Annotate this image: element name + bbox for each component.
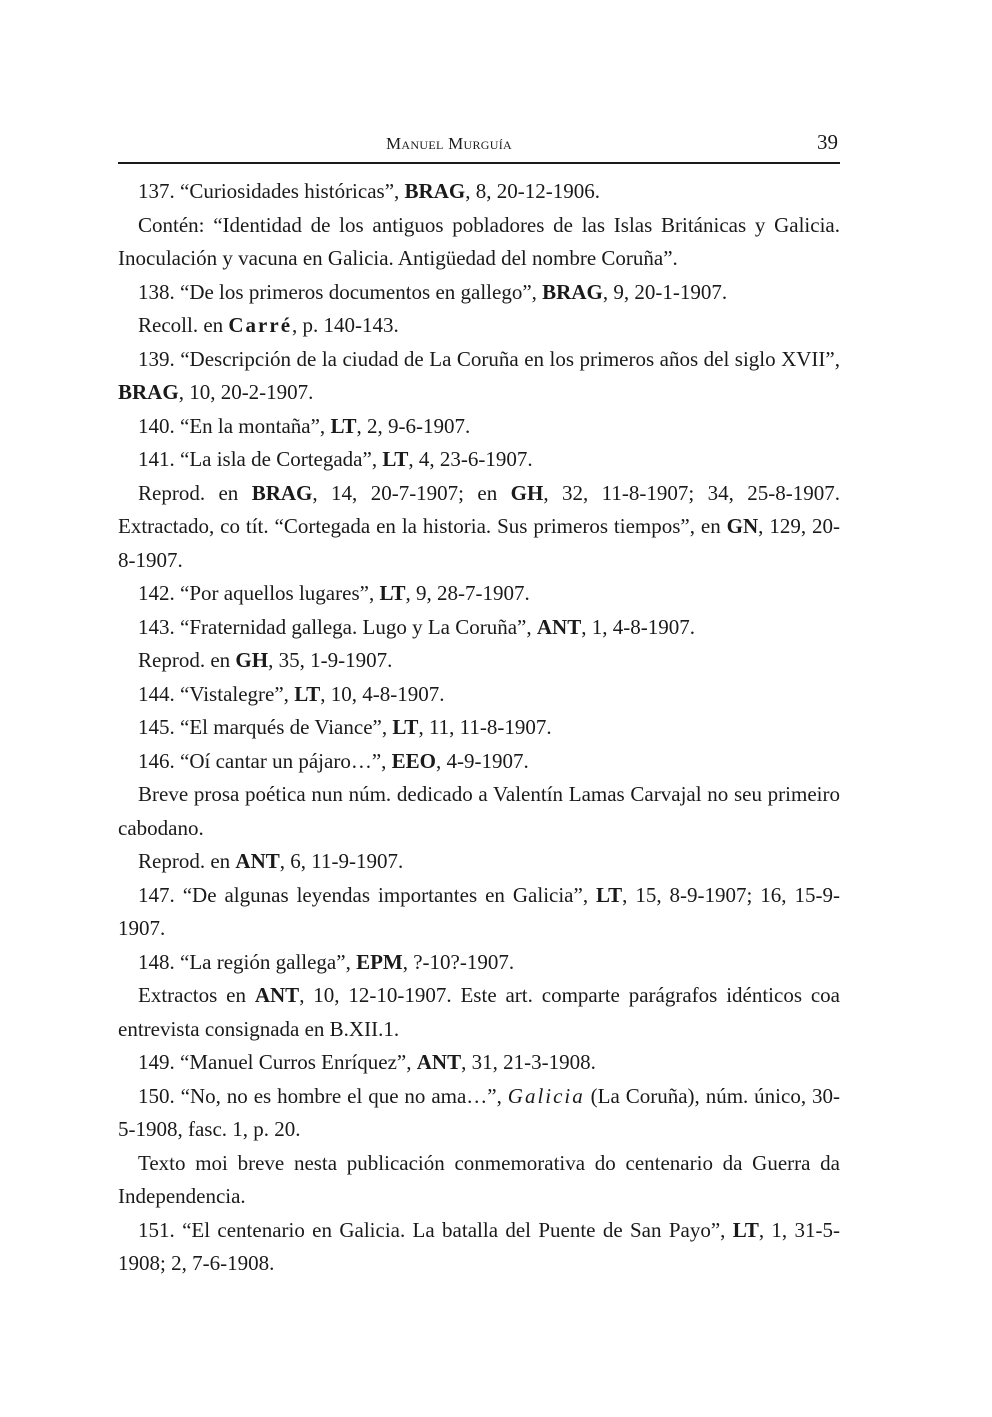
- publication-abbrev: BRAG: [251, 480, 313, 505]
- publication-abbrev: BRAG: [118, 380, 179, 404]
- entry-text: , 8, 20-12-1906.: [465, 179, 600, 203]
- entry-text: , 10, 4-8-1907.: [320, 681, 445, 706]
- bibliography-entry: [118, 644, 840, 678]
- entry-text: Texto moi breve nesta publicación conmemorativa do centenario da Guerra da Independencia.: [118, 1150, 840, 1208]
- entry-text: 148. “La región gallega”,: [138, 949, 357, 974]
- running-header: [118, 128, 840, 164]
- entry-text: 151. “El centenario en Galicia. La batalla del Puente de San Payo”,: [138, 1217, 733, 1242]
- publication-abbrev: EEO: [391, 748, 437, 773]
- bibliography-entry: [118, 477, 840, 578]
- entry-text: , 4, 23-6-1907.: [408, 447, 533, 471]
- entry-text: Reprod. en: [138, 849, 236, 873]
- entry-text: Extractos en: [138, 983, 255, 1007]
- publication-abbrev: LT: [330, 413, 357, 438]
- bibliography-entry: [118, 611, 840, 645]
- entry-text: 138. “De los primeros documentos en gallego”,: [138, 279, 543, 304]
- bibliography-entry: [118, 946, 840, 980]
- entry-text: Reprod. en: [138, 648, 236, 672]
- publication-abbrev: LT: [382, 447, 409, 471]
- bibliography-entry: [118, 678, 840, 712]
- entry-text: Breve prosa poética nun núm. dedicado a Valentín Lamas Carvajal no seu primeiro cabodano.: [118, 782, 840, 840]
- publication-abbrev: EPM: [356, 949, 403, 974]
- bibliography-entry: [118, 443, 840, 477]
- entry-text: , 32, 11-8-1907; 34, 25-8-1907. Extractado, co tít. “Cortegada en la historia. Sus primeros tiempos”, en: [118, 480, 840, 538]
- entry-text: 137. “Curiosidades históricas”,: [138, 179, 405, 203]
- bibliography-entry: [118, 209, 840, 276]
- bibliography-entry: [118, 410, 840, 444]
- entry-text: , ?-10?-1907.: [402, 949, 515, 974]
- publication-abbrev: GH: [235, 648, 269, 672]
- bibliography-entry: [118, 276, 840, 310]
- bibliography-entry: [118, 343, 840, 410]
- entry-text: , 31, 21-3-1908.: [461, 1050, 596, 1074]
- entry-text: 142. “Por aquellos lugares”,: [138, 581, 380, 605]
- publication-abbrev: Carré: [228, 313, 293, 337]
- bibliography-entry: [118, 1080, 840, 1147]
- publication-abbrev: LT: [294, 681, 321, 706]
- entry-text: (La Coruña), núm. único, 30-5-1908, fasc. 1, p. 20.: [118, 1083, 840, 1141]
- entry-text: , 11, 11-8-1907.: [418, 715, 552, 739]
- entry-text: 139. “Descripción de la ciudad de La Coruña en los primeros años del siglo XVII”,: [138, 346, 840, 371]
- bibliography-entry: [118, 745, 840, 779]
- entry-text: 150. “No, no es hombre el que no ama…”,: [138, 1083, 508, 1108]
- entry-text: , 10, 12-10-1907. Este art. comparte parágrafos idénticos coa entrevista consignada en B.XII.1.: [118, 983, 841, 1041]
- entry-text: Recoll. en: [138, 313, 229, 337]
- publication-abbrev: ANT: [416, 1050, 462, 1074]
- entry-text: , 14, 20-7-1907; en: [312, 480, 511, 505]
- page-number: 39: [817, 130, 838, 154]
- publication-abbrev: ANT: [254, 983, 300, 1007]
- entry-text: 144. “Vistalegre”,: [138, 681, 295, 706]
- entry-text: , 15, 8-9-1907; 16, 15-9-1907.: [118, 882, 841, 940]
- bibliography-entry: [118, 309, 840, 343]
- entry-text: 145. “El marqués de Viance”,: [138, 715, 393, 739]
- bibliography-entry: [118, 778, 840, 845]
- bibliography-entry: [118, 979, 840, 1046]
- entry-text: 140. “En la montaña”,: [138, 413, 331, 438]
- bibliography-entry: [118, 577, 840, 611]
- publication-abbrev: LT: [732, 1217, 759, 1242]
- bibliography-entry: [118, 1147, 840, 1214]
- entry-text: 141. “La isla de Cortegada”,: [138, 447, 383, 471]
- publication-abbrev: LT: [379, 581, 406, 605]
- bibliography-body: [118, 175, 840, 1281]
- entry-text: , 9, 20-1-1907.: [602, 279, 728, 304]
- publication-abbrev: BRAG: [542, 279, 603, 304]
- entry-text: , 2, 9-6-1907.: [356, 413, 471, 438]
- entry-text: 143. “Fraternidad gallega. Lugo y La Coruña”,: [138, 614, 537, 639]
- bibliography-entry: [118, 845, 840, 879]
- publication-abbrev: ANT: [536, 614, 582, 639]
- entry-text: , 10, 20-2-1907.: [178, 380, 314, 404]
- entry-text: Reprod. en: [138, 480, 252, 505]
- entry-text: , 4-9-1907.: [436, 748, 529, 773]
- entry-text: , 1, 4-8-1907.: [581, 614, 695, 639]
- bibliography-entry: [118, 879, 840, 946]
- entry-text: Contén: “Identidad de los antiguos pobladores de las Islas Británicas y Galicia. Inoculación y vacuna en Galicia. Antigüedad del nombre Coruña”.: [118, 212, 840, 270]
- publication-abbrev: LT: [392, 715, 419, 739]
- bibliography-entry: [118, 1214, 840, 1281]
- entry-text: , p. 140-143.: [292, 313, 399, 337]
- entry-text: , 1, 31-5-1908; 2, 7-6-1908.: [118, 1217, 840, 1275]
- bibliography-entry: [118, 1046, 840, 1080]
- bibliography-entry: [118, 711, 840, 745]
- entry-text: , 6, 11-9-1907.: [279, 849, 404, 873]
- publication-abbrev: LT: [596, 882, 623, 907]
- running-header-author: Manuel Murguía: [386, 134, 513, 153]
- publication-title: Galicia: [507, 1083, 585, 1108]
- publication-abbrev: ANT: [235, 849, 280, 873]
- entry-text: , 9, 28-7-1907.: [405, 581, 530, 605]
- publication-abbrev: BRAG: [404, 179, 466, 203]
- publication-abbrev: GH: [510, 480, 544, 505]
- entry-text: 149. “Manuel Curros Enríquez”,: [138, 1050, 417, 1074]
- entry-text: 146. “Oí cantar un pájaro…”,: [138, 748, 392, 773]
- entry-text: , 129, 20-8-1907.: [118, 514, 840, 572]
- publication-abbrev: GN: [726, 514, 759, 538]
- entry-text: 147. “De algunas leyendas importantes en Galicia”,: [138, 882, 597, 907]
- bibliography-entry: [118, 175, 840, 209]
- entry-text: , 35, 1-9-1907.: [268, 648, 393, 672]
